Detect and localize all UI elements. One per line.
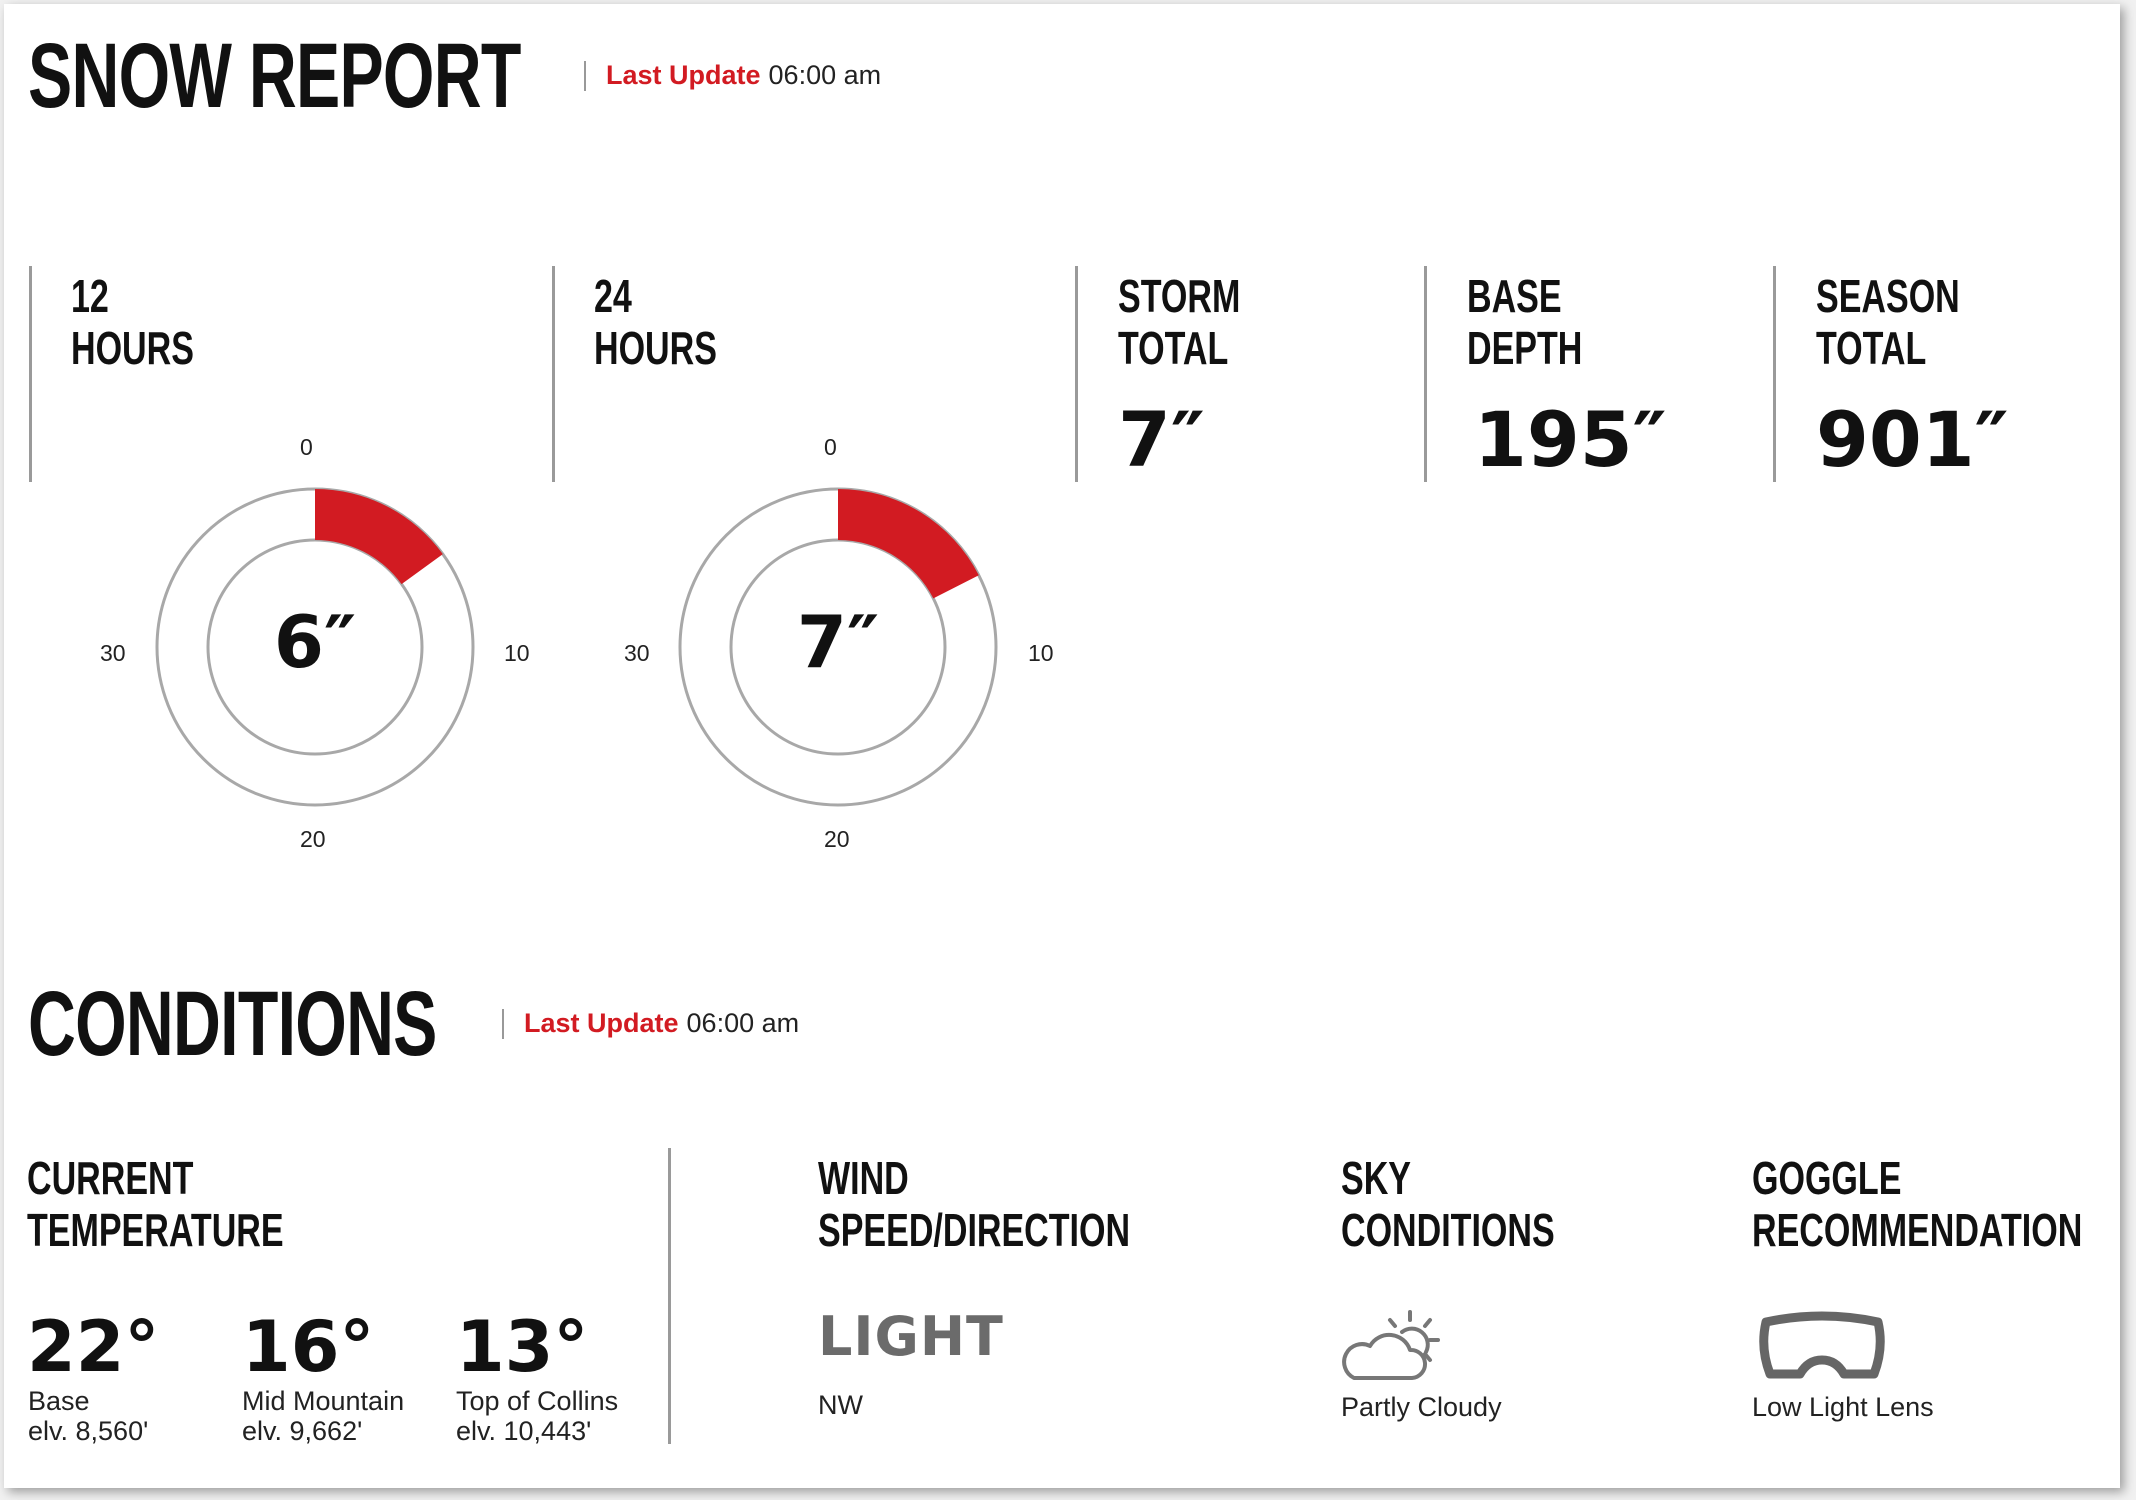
temp-mid-elevation: elv. 9,662' <box>242 1416 363 1446</box>
sky-text: Partly Cloudy <box>1341 1392 1502 1422</box>
last-update-time: 06:00 am <box>686 1008 800 1038</box>
gauge-12h-tick-0: 0 <box>300 434 313 460</box>
storm-total-value: 7″ <box>1118 395 1205 484</box>
last-update-time: 06:00 am <box>768 60 882 90</box>
conditions-last-update <box>502 1008 799 1039</box>
temp-mid-location: Mid Mountain <box>242 1386 405 1416</box>
column-divider <box>1424 266 1427 482</box>
last-update-label: Last Update <box>524 1008 679 1038</box>
snow-report-title: SNOW REPORT <box>28 25 521 127</box>
column-divider <box>668 1148 671 1444</box>
temp-base-value: 22° <box>27 1306 160 1388</box>
goggle-label: GOGGLE RECOMMENDATION <box>1752 1152 2083 1256</box>
gauge-12h-tick-30: 30 <box>100 640 126 666</box>
gauge-24h-value: 7″ <box>796 600 880 684</box>
season-total-label: SEASON TOTAL <box>1816 270 1960 374</box>
wind-direction: NW <box>818 1390 863 1420</box>
goggles-icon <box>1752 1308 1892 1388</box>
gauge-12h-label: 12 HOURS <box>71 270 194 374</box>
temp-top-elevation: elv. 10,443' <box>456 1416 592 1446</box>
column-divider <box>1075 266 1078 482</box>
temp-mid-value: 16° <box>242 1306 375 1388</box>
last-update-label: Last Update <box>606 60 761 90</box>
wind-speed: LIGHT <box>818 1305 1004 1368</box>
gauge-12h-tick-10: 10 <box>504 640 530 666</box>
gauge-12h-value: 6″ <box>273 600 357 684</box>
divider <box>584 61 586 91</box>
gauge-12h-fill <box>315 489 443 584</box>
gauge-24h-tick-0: 0 <box>824 434 837 460</box>
storm-total-label: STORM TOTAL <box>1118 270 1241 374</box>
gauge-24h-tick-20: 20 <box>824 826 850 852</box>
column-divider <box>552 266 555 482</box>
temp-top-value: 13° <box>456 1306 589 1388</box>
column-divider <box>29 266 32 482</box>
season-total-value: 901″ <box>1816 395 2009 484</box>
gauge-24h-label: 24 HOURS <box>594 270 717 374</box>
temp-top-location: Top of Collins <box>456 1386 619 1416</box>
temp-base-elevation: elv. 8,560' <box>28 1416 149 1446</box>
base-depth-label: BASE DEPTH <box>1467 270 1583 374</box>
temperature-label: CURRENT TEMPERATURE <box>27 1152 284 1256</box>
goggle-text: Low Light Lens <box>1752 1392 1934 1422</box>
sky-label: SKY CONDITIONS <box>1341 1152 1555 1256</box>
temp-base-location: Base <box>28 1386 90 1416</box>
snow-report-last-update <box>584 60 881 91</box>
divider <box>502 1009 504 1039</box>
conditions-title: CONDITIONS <box>28 973 437 1075</box>
base-depth-value: 195″ <box>1474 395 1667 484</box>
gauge-12h-tick-20: 20 <box>300 826 326 852</box>
wind-label: WIND SPEED/DIRECTION <box>818 1152 1131 1256</box>
column-divider <box>1773 266 1776 482</box>
gauge-24h-tick-30: 30 <box>624 640 650 666</box>
gauge-24h-tick-10: 10 <box>1028 640 1054 666</box>
snow-report-card <box>4 4 2120 1488</box>
partly-cloudy-icon <box>1340 1306 1452 1390</box>
